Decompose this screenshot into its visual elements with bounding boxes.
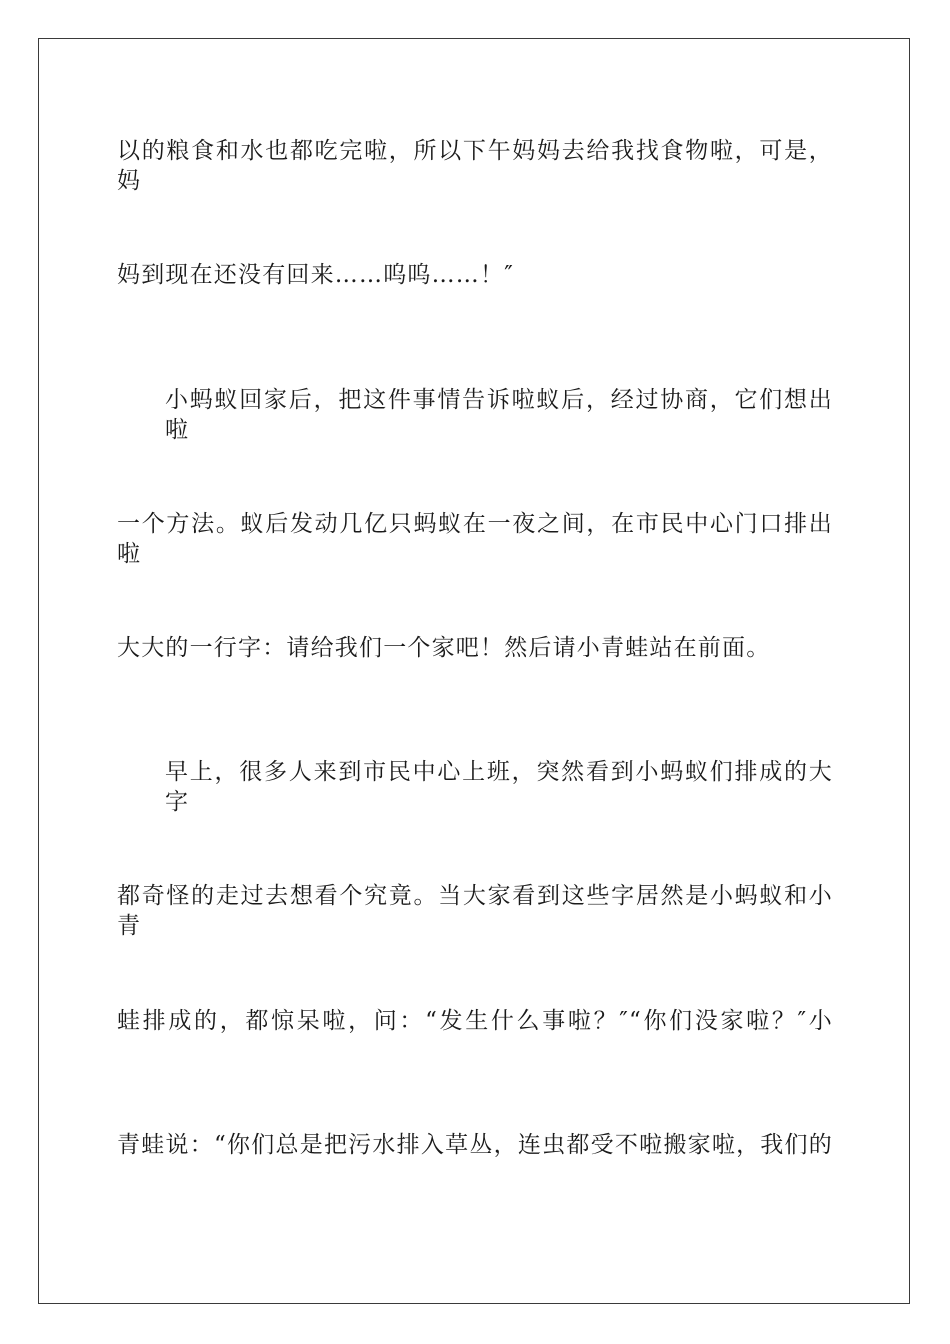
text-line-1: 以的粮食和水也都吃完啦，所以下午妈妈去给我找食物啦，可是，妈 — [117, 138, 833, 194]
text-line-9: 青蛙说：“你们总是把污水排入草丛，连虫都受不啦搬家啦，我们的 — [117, 1132, 833, 1158]
text-line-7: 都奇怪的走过去想看个究竟。当大家看到这些字居然是小蚂蚁和小青 — [117, 883, 833, 939]
page-border — [38, 38, 910, 1304]
text-line-3-paragraph-start: 小蚂蚁回家后，把这件事情告诉啦蚁后，经过协商，它们想出啦 — [165, 387, 833, 443]
text-line-4: 一个方法。蚁后发动几亿只蚂蚁在一夜之间，在市民中心门口排出啦 — [117, 511, 833, 567]
text-line-2: 妈到现在还没有回来……呜呜……！″ — [117, 262, 514, 288]
text-line-5: 大大的一行字：请给我们一个家吧！然后请小青蛙站在前面。 — [117, 635, 771, 661]
text-line-8: 蛙排成的，都惊呆啦，问：“发生什么事啦？″“你们没家啦？″小 — [117, 1008, 833, 1034]
text-line-6-paragraph-start: 早上，很多人来到市民中心上班，突然看到小蚂蚁们排成的大字 — [165, 759, 833, 815]
